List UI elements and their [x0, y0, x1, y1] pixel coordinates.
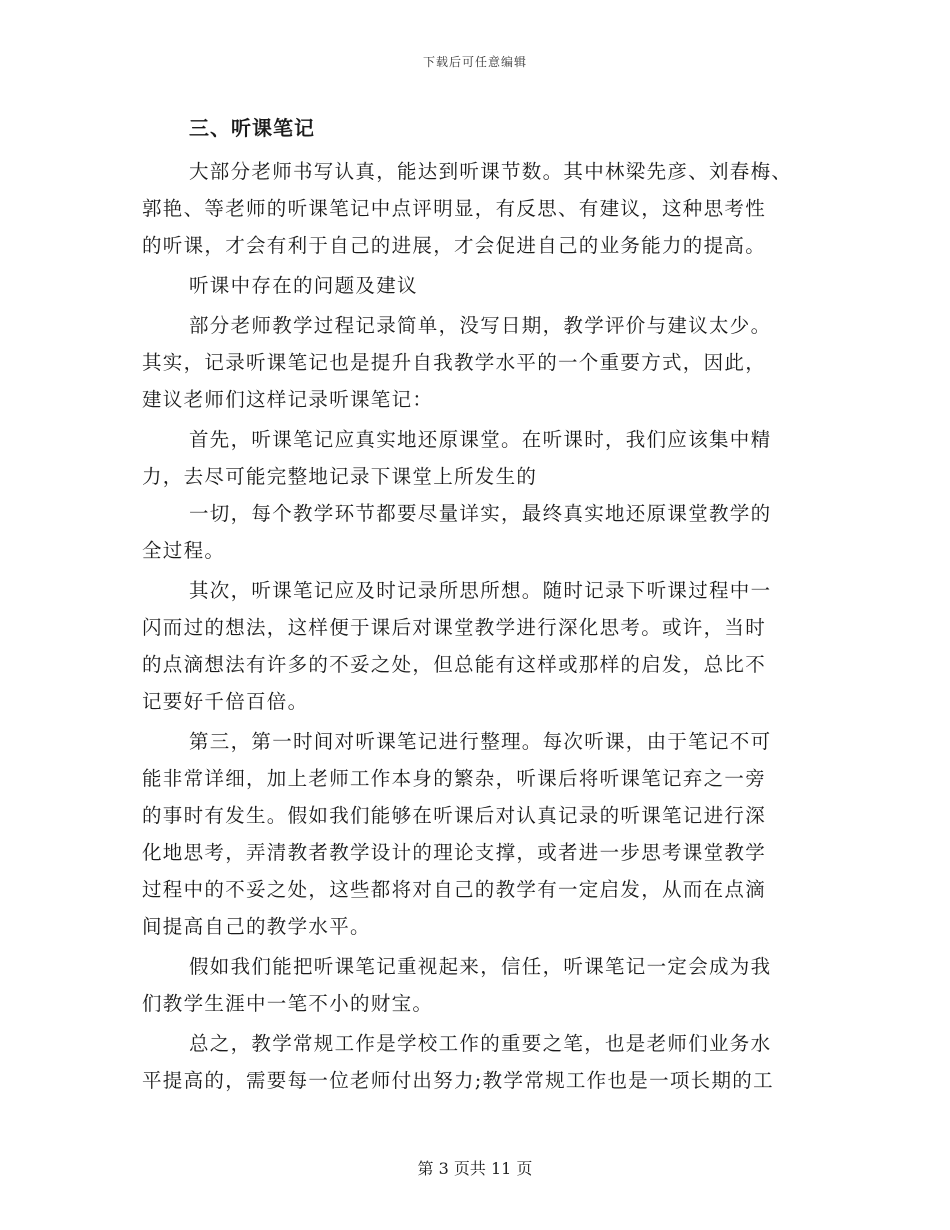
text-line: 假如我们能把听课笔记重视起来，信任，听课笔记一定会成为我: [189, 955, 772, 978]
text-line: 能非常详细，加上老师工作本身的繁杂，听课后将听课笔记弃之一旁: [142, 767, 767, 790]
text-line: 力，去尽可能完整地记录下课堂上所发生的: [142, 465, 538, 488]
text-line: 闪而过的想法，这样便于课后对课堂教学进行深化思考。或许，当时: [142, 616, 767, 639]
text-line: 部分老师教学过程记录简单，没写日期，教学评价与建议太少。: [189, 314, 772, 337]
text-line: 记要好千倍百倍。: [142, 690, 309, 713]
text-line: 间提高自己的教学水平。: [142, 915, 371, 938]
text-line: 其实，记录听课笔记也是提升自我教学水平的一个重要方式，因此，: [142, 351, 767, 374]
text-line: 首先，听课笔记应真实地还原课堂。在听课时，我们应该集中精: [189, 428, 772, 451]
text-line: 全过程。: [142, 539, 226, 562]
text-line: 一切，每个教学环节都要尽量详实，最终真实地还原课堂教学的: [189, 502, 772, 525]
page-header: 下载后可任意编辑: [422, 55, 527, 69]
page-number: 第 3 页共 11 页: [417, 1159, 533, 1178]
text-line: 其次，听课笔记应及时记录所思所想。随时记录下听课过程中一: [189, 579, 772, 602]
text-line: 第三，第一时间对听课笔记进行整理。每次听课，由于笔记不可: [189, 730, 772, 753]
text-line: 的听课，才会有利于自己的进展，才会促进自己的业务能力的提高。: [142, 234, 767, 257]
section-title: 三、听课笔记: [189, 116, 315, 140]
text-line: 平提高的，需要每一位老师付出努力;教学常规工作也是一项长期的工: [142, 1069, 774, 1092]
text-line: 过程中的不妥之处，这些都将对自己的教学有一定启发，从而在点滴: [142, 878, 767, 901]
text-line: 郭艳、等老师的听课笔记中点评明显，有反思、有建议，这种思考性: [142, 197, 767, 220]
text-line: 听课中存在的问题及建议: [189, 274, 418, 297]
text-line: 们教学生涯中一笔不小的财宝。: [142, 992, 434, 1015]
document-body: [142, 112, 810, 1099]
text-line: 建议老师们这样记录听课笔记：: [142, 388, 434, 411]
text-line: 大部分老师书写认真，能达到听课节数。其中林梁先彦、刘春梅、: [189, 160, 793, 183]
text-line: 的事时有发生。假如我们能够在听课后对认真记录的听课笔记进行深: [142, 804, 767, 827]
paragraph-lines: [142, 153, 810, 1099]
text-line: 总之，教学常规工作是学校工作的重要之笔，也是老师们业务水: [189, 1032, 772, 1055]
text-line: 化地思考，弄清教者教学设计的理论支撑，或者进一步思考课堂教学: [142, 841, 767, 864]
text-line: 的点滴想法有许多的不妥之处，但总能有这样或那样的启发，总比不: [142, 653, 767, 676]
